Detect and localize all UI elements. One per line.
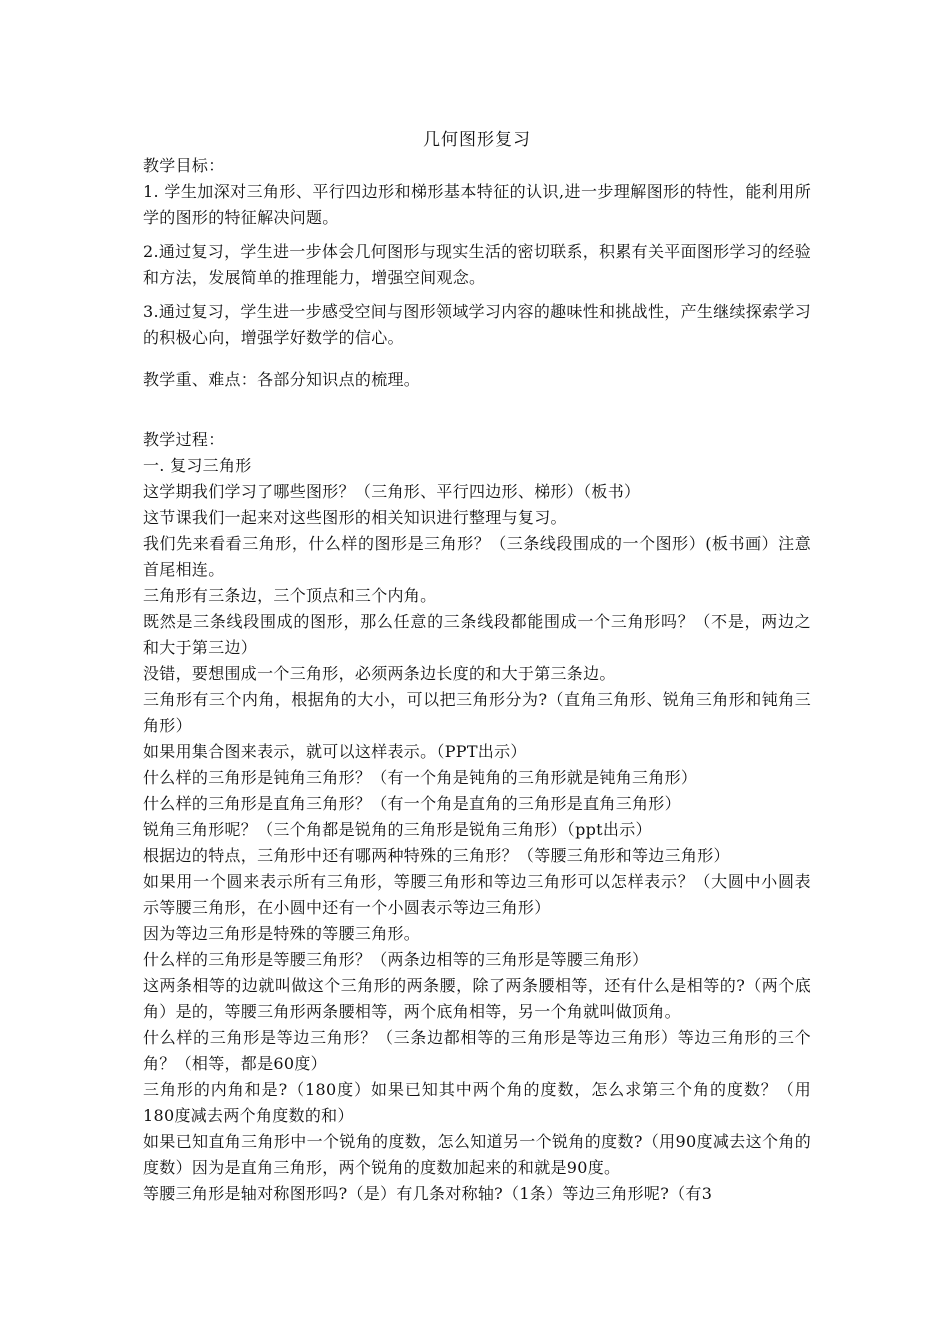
objective-item: 3.通过复习，学生进一步感受空间与图形领域学习内容的趣味性和挑战性，产生继续探索学习的积极心向，增强学好数学的信心。: [143, 302, 811, 347]
body-paragraph: 这学期我们学习了哪些图形？（三角形、平行四边形、梯形）（板书）: [143, 482, 641, 501]
body-paragraph: 什么样的三角形是钝角三角形？（有一个角是钝角的三角形就是钝角三角形）: [143, 768, 698, 787]
body-paragraph: 没错，要想围成一个三角形，必须两条边长度的和大于第三条边。: [143, 664, 616, 683]
body-paragraph: 等腰三角形是轴对称图形吗?（是）有几条对称轴?（1条）等边三角形呢?（有3: [143, 1184, 713, 1203]
process-heading: 教学过程：: [143, 430, 225, 449]
body-paragraph: 因为等边三角形是特殊的等腰三角形。: [143, 924, 421, 943]
body-paragraph: 我们先来看看三角形，什么样的图形是三角形？（三条线段围成的一个图形）(板书画）注意首尾相连。: [143, 534, 811, 579]
body-paragraph: 这节课我们一起来对这些图形的相关知识进行整理与复习。: [143, 508, 567, 527]
body-paragraph: 锐角三角形呢？（三个角都是锐角的三角形是锐角三角形）（ppt出示）: [143, 820, 652, 839]
body-paragraph: 如果已知直角三角形中一个锐角的度数，怎么知道另一个锐角的度数?（用90度减去这个角的度数）因为是直角三角形，两个锐角的度数加起来的和就是90度。: [143, 1132, 811, 1177]
body-paragraph: 这两条相等的边就叫做这个三角形的两条腰，除了两条腰相等，还有什么是相等的?（两个底角）是的，等腰三角形两条腰相等，两个底角相等，另一个角就叫做顶角。: [143, 976, 811, 1021]
body-paragraph: 如果用集合图来表示，就可以这样表示。（PPT出示）: [143, 742, 527, 761]
section-heading: 一. 复习三角形: [143, 456, 252, 475]
body-paragraph: 既然是三条线段围成的图形，那么任意的三条线段都能围成一个三角形吗？（不是，两边之和大于第三边）: [143, 612, 811, 657]
body-paragraph: 根据边的特点，三角形中还有哪两种特殊的三角形？（等腰三角形和等边三角形）: [143, 846, 730, 865]
objective-item: 1. 学生加深对三角形、平行四边形和梯形基本特征的认识,进一步理解图形的特性，能利用所学的图形的特征解决问题。: [143, 182, 811, 227]
document-title: 几何图形复习: [423, 130, 531, 150]
body-paragraph: 三角形有三条边，三个顶点和三个内角。: [143, 586, 437, 605]
body-paragraph: 如果用一个圆来表示所有三角形，等腰三角形和等边三角形可以怎样表示？（大圆中小圆表示等腰三角形，在小圆中还有一个小圆表示等边三角形）: [143, 872, 811, 917]
objectives-heading: 教学目标：: [143, 156, 225, 175]
body-paragraph: 三角形的内角和是?（180度）如果已知其中两个角的度数，怎么求第三个角的度数？（用180度减去两个角度数的和）: [143, 1080, 811, 1125]
body-paragraph: 什么样的三角形是等腰三角形？（两条边相等的三角形是等腰三角形）: [143, 950, 649, 969]
body-paragraph: 三角形有三个内角，根据角的大小，可以把三角形分为?（直角三角形、锐角三角形和钝角三角形）: [143, 690, 811, 735]
body-paragraph: 什么样的三角形是直角三角形？（有一个角是直角的三角形是直角三角形）: [143, 794, 681, 813]
objective-item: 2.通过复习，学生进一步体会几何图形与现实生活的密切联系，积累有关平面图形学习的经验和方法，发展简单的推理能力，增强空间观念。: [143, 242, 811, 287]
document-page: [143, 127, 811, 1207]
key-points: 教学重、难点：各部分知识点的梳理。: [143, 370, 421, 389]
body-paragraph: 什么样的三角形是等边三角形？（三条边都相等的三角形是等边三角形）等边三角形的三个角？（相等，都是60度）: [143, 1028, 811, 1073]
